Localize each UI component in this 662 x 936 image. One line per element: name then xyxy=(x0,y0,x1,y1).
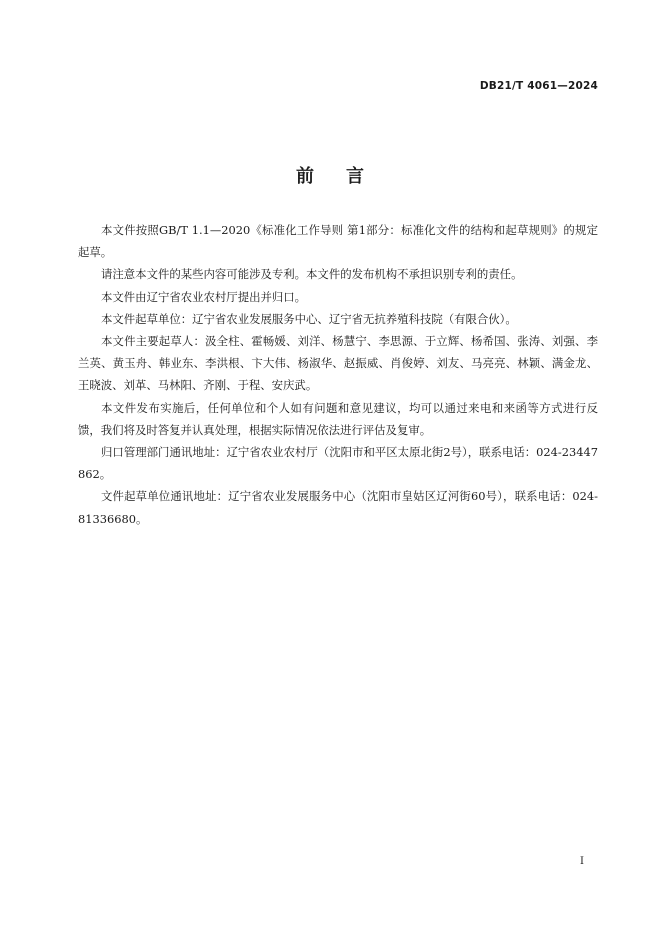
paragraph-drafters: 本文件主要起草人：汲全柱、霍畅媛、刘洋、杨慧宁、李思源、于立辉、杨希国、张涛、刘强、李兰英、黄玉舟、韩业东、李洪根、卞大伟、杨淑华、赵振威、肖俊婷、刘友、马亮亮、林颖、满金龙、王晓波、刘革、马林阳、齐刚、于程、安庆武。 xyxy=(78,334,598,393)
paragraph-patent-notice: 请注意本文件的某些内容可能涉及专利。本文件的发布机构不承担识别专利的责任。 xyxy=(101,267,523,282)
page-title xyxy=(0,162,662,188)
paragraph-drafting-basis: 本文件按照GB/T 1.1—2020《标准化工作导则 第1部分：标准化文件的结构和起草规则》的规定起草。 xyxy=(78,223,598,260)
paragraph-authority-address: 归口管理部门通讯地址：辽宁省农业农村厅（沈阳市和平区太原北街2号），联系电话：024-23447862。 xyxy=(78,445,598,482)
foreword-body xyxy=(78,219,598,530)
page-title-part-1: 前 xyxy=(296,166,316,187)
page-number: I xyxy=(580,856,584,867)
document-code: DB21/T 4061—2024 xyxy=(479,80,598,92)
page-title-part-2: 言 xyxy=(346,166,366,187)
paragraph-drafter-address: 文件起草单位通讯地址：辽宁省农业发展服务中心（沈阳市皇姑区辽河街60号），联系电话：024-81336680。 xyxy=(78,489,598,526)
paragraph-drafting-units: 本文件起草单位：辽宁省农业发展服务中心、辽宁省无抗养殖科技院（有限合伙）。 xyxy=(101,311,517,326)
paragraph-proposer: 本文件由辽宁省农业农村厅提出并归口。 xyxy=(101,289,307,304)
paragraph-feedback: 本文件发布实施后，任何单位和个人如有问题和意见建议，均可以通过来电和来函等方式进行反馈，我们将及时答复并认真处理，根据实际情况依法进行评估及复审。 xyxy=(78,400,598,437)
